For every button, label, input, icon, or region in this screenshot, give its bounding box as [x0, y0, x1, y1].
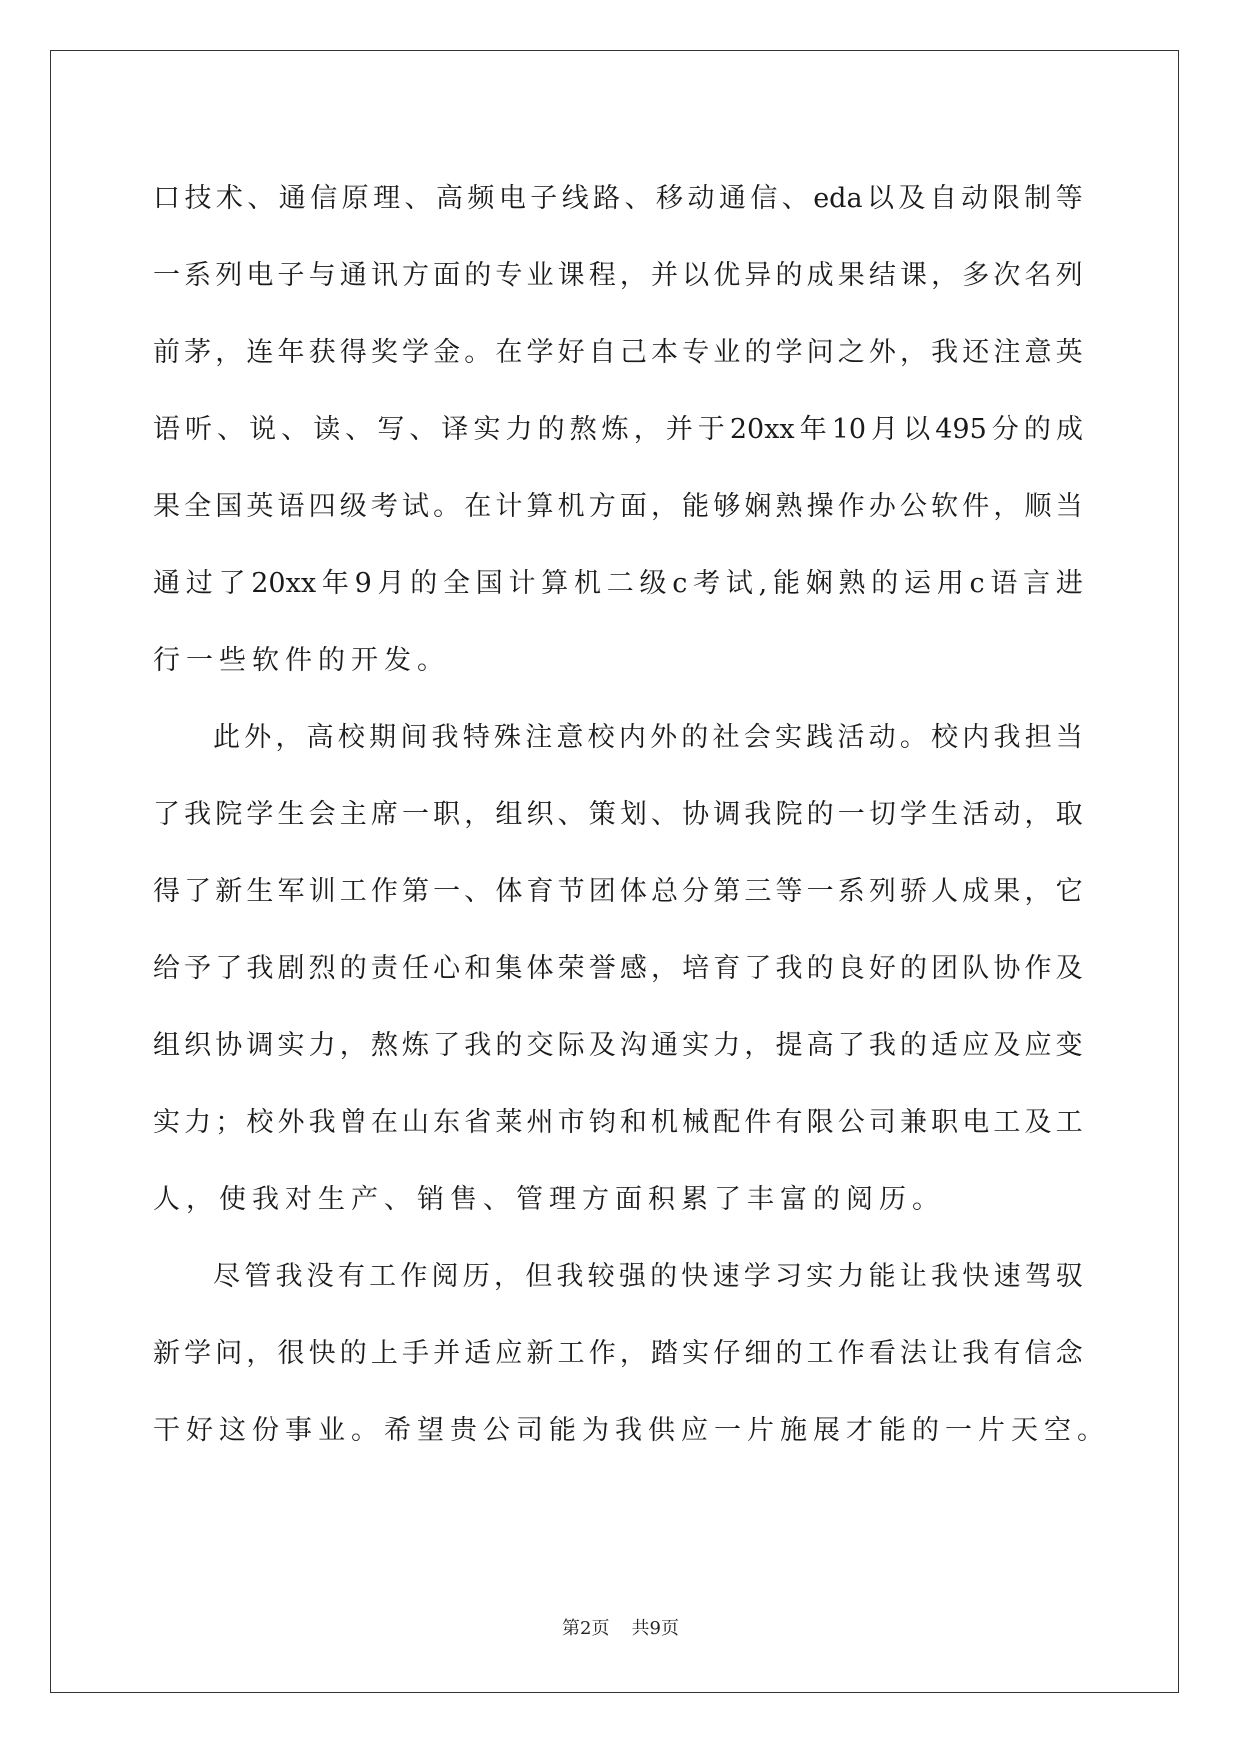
text-line: 语 听 、 说 、 读 、 写 、 译 实 力 的 熬 炼 ， 并 于 20xx 年 10 月 以 495 分 的 成 — [153, 414, 1083, 445]
text-line: 组 织 协 调 实 力 ， 熬 炼 了 我 的 交 际 及 沟 通 实 力 ， 提 高 了 我 的 适 应 及 应 变 — [153, 1030, 1083, 1061]
text-line: 行一些软件的开发。 — [153, 645, 450, 676]
paragraph-3 — [153, 1238, 1110, 1469]
paragraph-1 — [153, 160, 1083, 699]
text-line: 给 予 了 我 剧 烈 的 责 任 心 和 集 体 荣 誉 感 ， 培 育 了 我 的 良 好 的 团 队 协 作 及 — [153, 953, 1083, 984]
text-line: 了 我 院 学 生 会 主 席 一 职 ， 组 织 、 策 划 、 协 调 我 院 的 一 切 学 生 活 动 ， 取 — [153, 799, 1083, 830]
text-line: 通 过 了 20xx 年 9 月 的 全 国 计 算 机 二 级 c 考 试 , 能 娴 熟 的 运 用 c 语 言 进 — [153, 568, 1083, 599]
text-line: 得 了 新 生 军 训 工 作 第 一 、 体 育 节 团 体 总 分 第 三 等 一 系 列 骄 人 成 果 ， 它 — [153, 876, 1083, 907]
text-line: 新 学 问 ， 很 快 的 上 手 并 适 应 新 工 作 ， 踏 实 仔 细 的 工 作 看 法 让 我 有 信 念 — [153, 1338, 1083, 1369]
paragraph-2 — [153, 699, 1083, 1238]
document-body — [153, 160, 1110, 1469]
text-line: 干好这份事业。希望贵公司能为我供应一片施展才能的一片天空。 — [153, 1415, 1110, 1446]
page-footer — [0, 1614, 1241, 1640]
text-line: 口 技 术 、 通 信 原 理 、 高 频 电 子 线 路 、 移 动 通 信 、 eda 以 及 自 动 限 制 等 — [153, 183, 1083, 214]
page-number: 第2页 — [562, 1618, 610, 1639]
text-line: 此 外 ， 高 校 期 间 我 特 殊 注 意 校 内 外 的 社 会 实 践 活 动 。 校 内 我 担 当 — [213, 722, 1083, 753]
text-line: 实 力 ； 校 外 我 曾 在 山 东 省 莱 州 市 钧 和 机 械 配 件 有 限 公 司 兼 职 电 工 及 工 — [153, 1107, 1083, 1138]
text-line: 一 系 列 电 子 与 通 讯 方 面 的 专 业 课 程 ， 并 以 优 异 的 成 果 结 课 ， 多 次 名 列 — [153, 260, 1083, 291]
text-line: 前 茅 ， 连 年 获 得 奖 学 金 。 在 学 好 自 己 本 专 业 的 学 问 之 外 ， 我 还 注 意 英 — [153, 337, 1083, 368]
text-line: 果 全 国 英 语 四 级 考 试 。 在 计 算 机 方 面 ， 能 够 娴 熟 操 作 办 公 软 件 ， 顺 当 — [153, 491, 1083, 522]
page-total: 共9页 — [631, 1618, 679, 1639]
text-line: 尽 管 我 没 有 工 作 阅 历 ， 但 我 较 强 的 快 速 学 习 实 力 能 让 我 快 速 驾 驭 — [213, 1261, 1083, 1292]
text-line: 人，使我对生产、销售、管理方面积累了丰富的阅历。 — [153, 1184, 945, 1215]
